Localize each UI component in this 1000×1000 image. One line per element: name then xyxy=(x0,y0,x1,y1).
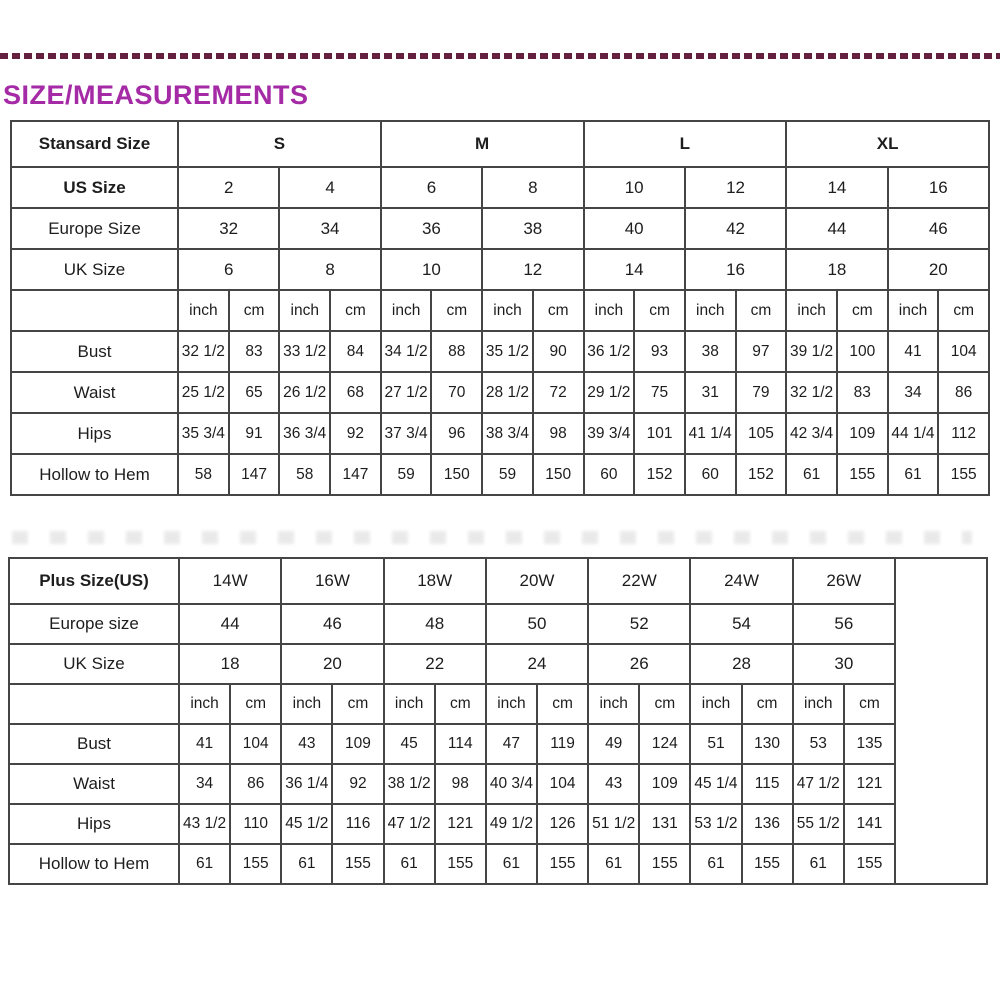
plus-size-table-body xyxy=(9,558,987,884)
row-label: Bust xyxy=(11,331,178,372)
row-label: UK Size xyxy=(9,644,179,684)
value-cell: 61 xyxy=(281,844,332,884)
header-cell: 24W xyxy=(690,558,792,604)
header-cell: XL xyxy=(786,121,989,167)
standard-table-row xyxy=(11,167,989,208)
value-cell: inch xyxy=(281,684,332,724)
header-cell: L xyxy=(584,121,787,167)
value-cell: 70 xyxy=(431,372,482,413)
value-cell: 37 3/4 xyxy=(381,413,432,454)
value-cell: 65 xyxy=(229,372,280,413)
value-cell: 119 xyxy=(537,724,588,764)
header-cell: 22W xyxy=(588,558,690,604)
header-cell: 34 xyxy=(279,208,380,249)
value-cell: 49 xyxy=(588,724,639,764)
value-cell: 124 xyxy=(639,724,690,764)
value-cell: 104 xyxy=(938,331,989,372)
plus-size-table xyxy=(8,557,988,885)
value-cell: cm xyxy=(332,684,383,724)
value-cell: 86 xyxy=(230,764,281,804)
value-cell: cm xyxy=(938,290,989,331)
value-cell: 45 1/2 xyxy=(281,804,332,844)
header-cell: 6 xyxy=(178,249,279,290)
row-label: Plus Size(US) xyxy=(9,558,179,604)
value-cell: 60 xyxy=(685,454,736,495)
header-cell: 30 xyxy=(793,644,895,684)
value-cell: 32 1/2 xyxy=(786,372,837,413)
value-cell: cm xyxy=(435,684,486,724)
header-cell: 8 xyxy=(279,249,380,290)
value-cell: 86 xyxy=(938,372,989,413)
header-cell: 14W xyxy=(179,558,281,604)
value-cell: inch xyxy=(584,290,635,331)
value-cell: 41 xyxy=(888,331,939,372)
plus-table-row xyxy=(9,684,987,724)
value-cell: cm xyxy=(330,290,381,331)
page-title: SIZE/MEASUREMENTS xyxy=(3,80,309,110)
row-label: US Size xyxy=(11,167,178,208)
value-cell: cm xyxy=(837,290,888,331)
row-label: Europe Size xyxy=(11,208,178,249)
row-label: UK Size xyxy=(11,249,178,290)
value-cell: 98 xyxy=(533,413,584,454)
value-cell: 61 xyxy=(888,454,939,495)
header-cell: M xyxy=(381,121,584,167)
value-cell: 130 xyxy=(742,724,793,764)
value-cell: 150 xyxy=(431,454,482,495)
header-cell: 2 xyxy=(178,167,279,208)
value-cell: 34 1/2 xyxy=(381,331,432,372)
value-cell: cm xyxy=(639,684,690,724)
value-cell: 60 xyxy=(584,454,635,495)
value-cell: 105 xyxy=(736,413,787,454)
value-cell: 147 xyxy=(330,454,381,495)
row-label: Hips xyxy=(9,804,179,844)
value-cell: 92 xyxy=(330,413,381,454)
value-cell: 88 xyxy=(431,331,482,372)
value-cell: 83 xyxy=(837,372,888,413)
header-cell: 50 xyxy=(486,604,588,644)
value-cell: 155 xyxy=(230,844,281,884)
value-cell: cm xyxy=(742,684,793,724)
value-cell: 49 1/2 xyxy=(486,804,537,844)
value-cell: cm xyxy=(533,290,584,331)
value-cell: inch xyxy=(179,684,230,724)
value-cell: 75 xyxy=(634,372,685,413)
value-cell: cm xyxy=(844,684,895,724)
value-cell: 61 xyxy=(786,454,837,495)
value-cell: cm xyxy=(634,290,685,331)
header-cell: 10 xyxy=(381,249,482,290)
value-cell: 147 xyxy=(229,454,280,495)
value-cell: 36 1/2 xyxy=(584,331,635,372)
value-cell: 109 xyxy=(332,724,383,764)
standard-table-row xyxy=(11,454,989,495)
header-cell: 8 xyxy=(482,167,583,208)
header-cell: 16 xyxy=(888,167,989,208)
header-cell: 38 xyxy=(482,208,583,249)
value-cell: inch xyxy=(381,290,432,331)
value-cell: 115 xyxy=(742,764,793,804)
empty-trailing-cell xyxy=(895,558,987,884)
value-cell: 155 xyxy=(435,844,486,884)
value-cell: 43 xyxy=(281,724,332,764)
value-cell: 45 xyxy=(384,724,435,764)
value-cell: 41 xyxy=(179,724,230,764)
row-label: Hips xyxy=(11,413,178,454)
header-cell: 42 xyxy=(685,208,786,249)
value-cell: 38 1/2 xyxy=(384,764,435,804)
value-cell: 53 1/2 xyxy=(690,804,741,844)
value-cell: 55 1/2 xyxy=(793,804,844,844)
value-cell: 155 xyxy=(537,844,588,884)
value-cell: 109 xyxy=(639,764,690,804)
value-cell: 112 xyxy=(938,413,989,454)
row-label: Europe size xyxy=(9,604,179,644)
value-cell: 152 xyxy=(736,454,787,495)
value-cell: inch xyxy=(178,290,229,331)
header-cell: 14 xyxy=(584,249,685,290)
value-cell: 61 xyxy=(384,844,435,884)
value-cell: 39 3/4 xyxy=(584,413,635,454)
value-cell: cm xyxy=(431,290,482,331)
row-label: Waist xyxy=(11,372,178,413)
value-cell: 36 3/4 xyxy=(279,413,330,454)
header-cell: 10 xyxy=(584,167,685,208)
value-cell: 27 1/2 xyxy=(381,372,432,413)
header-cell: 20 xyxy=(888,249,989,290)
value-cell: 101 xyxy=(634,413,685,454)
value-cell: 51 xyxy=(690,724,741,764)
value-cell: 38 3/4 xyxy=(482,413,533,454)
header-cell: 6 xyxy=(381,167,482,208)
header-cell: 26 xyxy=(588,644,690,684)
value-cell: 25 1/2 xyxy=(178,372,229,413)
value-cell: cm xyxy=(537,684,588,724)
value-cell: inch xyxy=(690,684,741,724)
header-cell: S xyxy=(178,121,381,167)
row-label: Bust xyxy=(9,724,179,764)
header-cell: 44 xyxy=(179,604,281,644)
value-cell: 135 xyxy=(844,724,895,764)
value-cell: 33 1/2 xyxy=(279,331,330,372)
value-cell: 34 xyxy=(179,764,230,804)
standard-size-table xyxy=(10,120,990,496)
value-cell: 40 3/4 xyxy=(486,764,537,804)
value-cell: 47 1/2 xyxy=(793,764,844,804)
value-cell: 121 xyxy=(435,804,486,844)
value-cell: 38 xyxy=(685,331,736,372)
value-cell: 141 xyxy=(844,804,895,844)
header-cell: 14 xyxy=(786,167,887,208)
plus-table-row xyxy=(9,804,987,844)
value-cell: 58 xyxy=(178,454,229,495)
value-cell: cm xyxy=(229,290,280,331)
header-cell: 20W xyxy=(486,558,588,604)
standard-table-row xyxy=(11,372,989,413)
value-cell: 43 1/2 xyxy=(179,804,230,844)
value-cell: 41 1/4 xyxy=(685,413,736,454)
value-cell: inch xyxy=(786,290,837,331)
header-cell: 12 xyxy=(482,249,583,290)
value-cell: inch xyxy=(482,290,533,331)
value-cell: 91 xyxy=(229,413,280,454)
value-cell: 131 xyxy=(639,804,690,844)
value-cell: cm xyxy=(230,684,281,724)
plus-table-row xyxy=(9,844,987,884)
value-cell: 28 1/2 xyxy=(482,372,533,413)
value-cell: 155 xyxy=(844,844,895,884)
row-label: Stansard Size xyxy=(11,121,178,167)
header-cell: 36 xyxy=(381,208,482,249)
value-cell: cm xyxy=(736,290,787,331)
row-label: Waist xyxy=(9,764,179,804)
header-cell: 4 xyxy=(279,167,380,208)
value-cell: 109 xyxy=(837,413,888,454)
faint-print-artifact xyxy=(12,531,972,544)
header-cell: 18 xyxy=(786,249,887,290)
value-cell: 100 xyxy=(837,331,888,372)
value-cell: 116 xyxy=(332,804,383,844)
value-cell: inch xyxy=(793,684,844,724)
value-cell: 155 xyxy=(938,454,989,495)
value-cell: 72 xyxy=(533,372,584,413)
header-cell: 54 xyxy=(690,604,792,644)
header-cell: 52 xyxy=(588,604,690,644)
header-cell: 40 xyxy=(584,208,685,249)
value-cell: inch xyxy=(588,684,639,724)
standard-table-row xyxy=(11,208,989,249)
plus-table-row xyxy=(9,604,987,644)
row-label: Hollow to Hem xyxy=(11,454,178,495)
header-cell: 20 xyxy=(281,644,383,684)
standard-table-row xyxy=(11,121,989,167)
value-cell: 61 xyxy=(588,844,639,884)
header-cell: 48 xyxy=(384,604,486,644)
plus-table-row xyxy=(9,558,987,604)
header-cell: 32 xyxy=(178,208,279,249)
dashed-divider xyxy=(0,53,1000,59)
value-cell: 83 xyxy=(229,331,280,372)
header-cell: 12 xyxy=(685,167,786,208)
value-cell: 35 1/2 xyxy=(482,331,533,372)
value-cell: 155 xyxy=(639,844,690,884)
value-cell: 152 xyxy=(634,454,685,495)
value-cell: 59 xyxy=(482,454,533,495)
value-cell: 32 1/2 xyxy=(178,331,229,372)
value-cell: 79 xyxy=(736,372,787,413)
value-cell: 26 1/2 xyxy=(279,372,330,413)
standard-table-row xyxy=(11,331,989,372)
value-cell: inch xyxy=(888,290,939,331)
value-cell: 84 xyxy=(330,331,381,372)
value-cell: 61 xyxy=(486,844,537,884)
value-cell: 104 xyxy=(537,764,588,804)
value-cell: inch xyxy=(486,684,537,724)
header-cell: 44 xyxy=(786,208,887,249)
plus-table-row xyxy=(9,644,987,684)
value-cell: 53 xyxy=(793,724,844,764)
value-cell: 35 3/4 xyxy=(178,413,229,454)
header-cell: 16 xyxy=(685,249,786,290)
standard-table-row xyxy=(11,249,989,290)
header-cell: 28 xyxy=(690,644,792,684)
value-cell: 126 xyxy=(537,804,588,844)
plus-table-row xyxy=(9,764,987,804)
value-cell: 136 xyxy=(742,804,793,844)
value-cell: 92 xyxy=(332,764,383,804)
value-cell: 47 xyxy=(486,724,537,764)
value-cell: 155 xyxy=(837,454,888,495)
value-cell: 155 xyxy=(742,844,793,884)
value-cell: 42 3/4 xyxy=(786,413,837,454)
value-cell: 61 xyxy=(690,844,741,884)
value-cell: inch xyxy=(384,684,435,724)
value-cell: inch xyxy=(685,290,736,331)
value-cell: 61 xyxy=(793,844,844,884)
value-cell: 93 xyxy=(634,331,685,372)
value-cell: 121 xyxy=(844,764,895,804)
standard-table-row xyxy=(11,413,989,454)
value-cell: 51 1/2 xyxy=(588,804,639,844)
value-cell: 98 xyxy=(435,764,486,804)
value-cell: 31 xyxy=(685,372,736,413)
standard-size-table-body xyxy=(11,121,989,495)
header-cell: 46 xyxy=(281,604,383,644)
value-cell: 47 1/2 xyxy=(384,804,435,844)
value-cell: 61 xyxy=(179,844,230,884)
header-cell: 22 xyxy=(384,644,486,684)
row-label: Hollow to Hem xyxy=(9,844,179,884)
value-cell: 39 1/2 xyxy=(786,331,837,372)
value-cell: 34 xyxy=(888,372,939,413)
value-cell: 110 xyxy=(230,804,281,844)
value-cell: 68 xyxy=(330,372,381,413)
header-cell: 46 xyxy=(888,208,989,249)
header-cell: 16W xyxy=(281,558,383,604)
value-cell: 58 xyxy=(279,454,330,495)
value-cell: 97 xyxy=(736,331,787,372)
value-cell: 43 xyxy=(588,764,639,804)
row-label xyxy=(11,290,178,331)
row-label xyxy=(9,684,179,724)
value-cell: 155 xyxy=(332,844,383,884)
header-cell: 18 xyxy=(179,644,281,684)
header-cell: 18W xyxy=(384,558,486,604)
header-cell: 26W xyxy=(793,558,895,604)
value-cell: 150 xyxy=(533,454,584,495)
value-cell: 96 xyxy=(431,413,482,454)
header-cell: 56 xyxy=(793,604,895,644)
value-cell: 29 1/2 xyxy=(584,372,635,413)
plus-table-row xyxy=(9,724,987,764)
value-cell: 45 1/4 xyxy=(690,764,741,804)
value-cell: 44 1/4 xyxy=(888,413,939,454)
value-cell: 36 1/4 xyxy=(281,764,332,804)
header-cell: 24 xyxy=(486,644,588,684)
value-cell: 59 xyxy=(381,454,432,495)
value-cell: 104 xyxy=(230,724,281,764)
value-cell: inch xyxy=(279,290,330,331)
standard-table-row xyxy=(11,290,989,331)
value-cell: 114 xyxy=(435,724,486,764)
value-cell: 90 xyxy=(533,331,584,372)
